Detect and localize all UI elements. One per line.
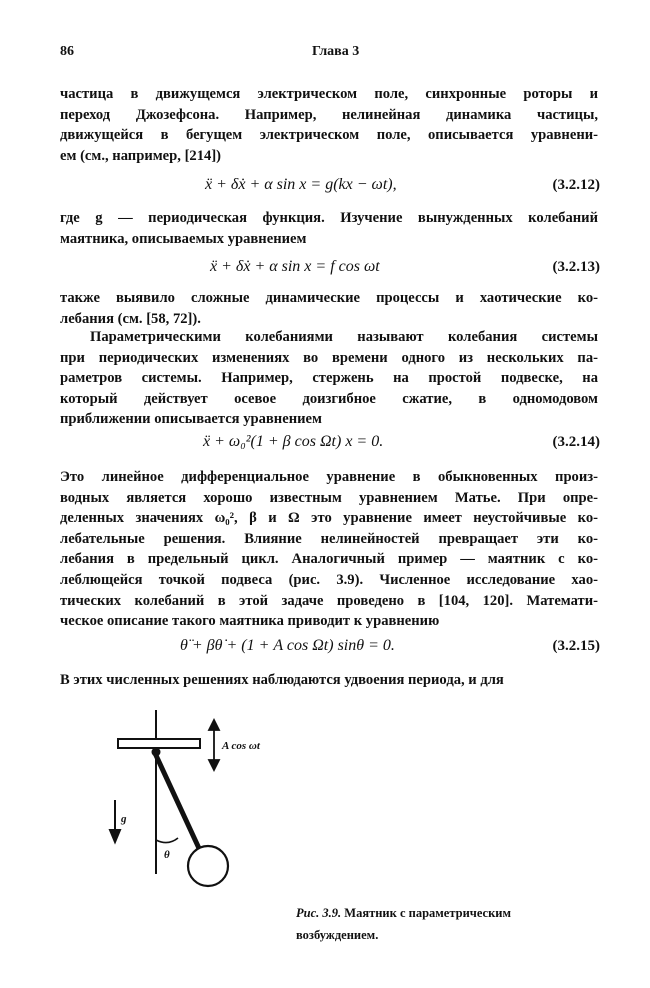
equation-3-2-15: θ̈ + βθ̇ + (1 + A cos Ωt) sinθ = 0. — [180, 637, 395, 654]
gravity-arrow — [110, 800, 120, 842]
text-line: лебания в предельный цикл. Аналогичный пример — маятник с ко- — [60, 551, 598, 568]
text-line: раметров системы. Например, стержень на простой подвеске, на — [60, 370, 598, 387]
caption-line-2: возбуждением. — [296, 928, 379, 942]
paragraph-4 — [60, 327, 598, 430]
text-line: лебания (см. [58, 72]). — [60, 310, 201, 327]
paragraph-6 — [60, 670, 598, 691]
equation-3-2-12: ẍ + δẋ + α sin x = g(kx − ωt), — [205, 176, 397, 193]
paragraph-1 — [60, 84, 598, 166]
text-line: Параметрическими колебаниями называют колебания системы — [90, 329, 598, 345]
equation-3-2-14: ẍ + ω₀²(1 + β cos Ωt) x = 0. — [203, 433, 384, 450]
text-line: деленных значениях ω₀², β и Ω это уравнение имеет неустойчивые ко- — [60, 510, 598, 527]
text-line: ческое описание такого маятника приводит к уравнению — [60, 613, 440, 630]
text-line: тических колебаний в этой задаче проведено в [104, 120]. Математи- — [60, 592, 598, 609]
figure-caption — [296, 902, 586, 946]
text-line: ем (см., например, [214]) — [60, 147, 222, 164]
text-line: водных является хорошо известным уравнением Матье. При опре- — [60, 489, 598, 506]
text-line: движущейся в бегущем электрическом поле, описывается уравнени- — [60, 127, 598, 144]
equation-number: (3.2.12) — [552, 177, 600, 193]
text-line: при периодических изменениях во времени одного из нескольких па- — [60, 349, 598, 366]
chapter-title: Глава 3 — [312, 44, 360, 59]
text-line: переход Джозефсона. Например, нелинейная динамика частицы, — [60, 106, 598, 123]
pendulum-figure — [0, 700, 650, 900]
equation-3-2-13: ẍ + δẋ + α sin x = f cos ωt — [210, 258, 380, 275]
force-label: A cos ωt — [222, 740, 260, 752]
text-line: также выявило сложные динамические процессы и хаотические ко- — [60, 290, 598, 306]
vertical-oscillation-arrow — [209, 720, 219, 770]
pendulum-bob — [188, 846, 228, 886]
paragraph-5 — [60, 467, 598, 632]
text-line: Это линейное дифференциальное уравнение в обыкновенных произ- — [60, 469, 598, 485]
text-line: леблющейся точкой подвеса (рис. 3.9). Численное исследование хао- — [60, 571, 598, 588]
text-line: где g — периодическая функция. Изучение вынужденных колебаний — [60, 210, 598, 226]
equation-number: (3.2.14) — [552, 434, 600, 450]
angle-arc — [156, 838, 178, 843]
equation-number: (3.2.15) — [552, 638, 600, 654]
text-line: частица в движущемся электрическом поле, синхронные роторы и — [60, 86, 598, 102]
page-number: 86 — [60, 44, 74, 59]
angle-label: θ — [164, 849, 170, 861]
pendulum-rod — [154, 751, 203, 857]
text-line: маятника, описываемых уравнением — [60, 230, 307, 247]
text-line: который действует осевое доизгибное сжатие, в одномодовом — [60, 390, 598, 407]
text-line: приближении описывается уравнением — [60, 411, 322, 428]
caption-label: Рис. 3.9. — [296, 906, 342, 920]
text-line: лебательные решения. Влияние нелинейностей превращает эти ко- — [60, 530, 598, 547]
support-bar — [118, 739, 200, 748]
gravity-label: g — [121, 813, 127, 825]
paragraph-2 — [60, 208, 598, 249]
text-line: В этих численных решениях наблюдаются удвоения периода, и для — [60, 672, 504, 688]
caption-line-1: Маятник с параметрическим — [344, 906, 512, 920]
paragraph-3 — [60, 288, 598, 329]
equation-number: (3.2.13) — [552, 259, 600, 275]
